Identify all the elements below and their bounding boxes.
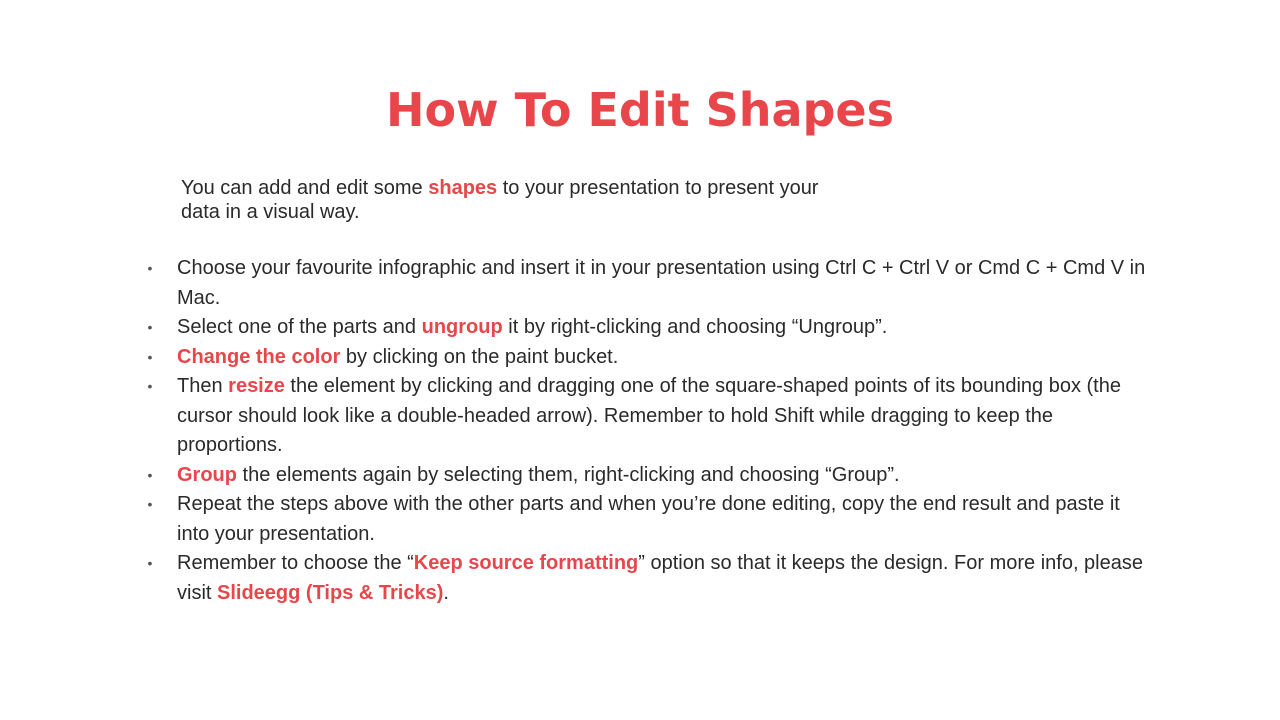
list-item <box>140 461 1150 491</box>
instruction-list <box>140 254 1150 608</box>
intro-paragraph <box>181 176 841 224</box>
item-highlight: Group <box>177 463 237 486</box>
item-text: by clicking on the paint bucket. <box>340 345 619 368</box>
list-item <box>140 313 1150 343</box>
intro-segment: to your presentation to present your data in a visual way. <box>181 177 819 223</box>
list-item <box>140 549 1150 608</box>
item-text: Select one of the parts and <box>177 316 422 338</box>
list-item <box>140 490 1150 549</box>
list-item <box>140 372 1150 461</box>
item-text: Then <box>177 375 229 397</box>
bullet-dot-icon: • <box>147 496 153 512</box>
item-text: ” option so that it keeps the design. For more info, please visit <box>177 552 1143 604</box>
item-text: it by right-clicking and choosing “Ungroup”. <box>502 316 888 338</box>
item-text: the elements again by selecting them, right-clicking and choosing “Group”. <box>237 463 900 486</box>
bullet-dot-icon: • <box>147 260 153 276</box>
item-text: Repeat the steps above with the other parts and when you’re done editing, copy the end result and paste it into your presentation. <box>177 493 1120 545</box>
slide-title: How To Edit Shapes <box>385 83 895 137</box>
item-text: the element by clicking and dragging one of the square-shaped points of its bounding box (the cursor should look like a double-headed arrow). Remember to hold Shift while dragging to keep the proportions. <box>177 375 1121 456</box>
intro-highlight-shapes: shapes <box>428 177 498 199</box>
list-item <box>140 343 1150 373</box>
intro-segment: You can add and edit some <box>181 177 429 199</box>
item-text: Choose your favourite infographic and insert it in your presentation using Ctrl C + Ctrl V or Cmd C + Cmd V in Mac. <box>177 257 1146 309</box>
item-highlight: Change the color <box>177 345 341 368</box>
item-highlight: ungroup <box>421 316 503 338</box>
bullet-dot-icon: • <box>147 466 153 483</box>
item-highlight: resize <box>228 375 285 397</box>
slideegg-tips-link[interactable]: Slideegg (Tips & Tricks) <box>217 581 444 604</box>
list-item <box>140 254 1150 313</box>
bullet-dot-icon: • <box>147 348 153 365</box>
bullet-dot-icon: • <box>147 555 153 571</box>
item-text: . <box>443 581 449 604</box>
item-highlight: Keep source formatting <box>413 552 639 574</box>
bullet-dot-icon: • <box>147 378 153 394</box>
bullet-dot-icon: • <box>147 319 153 335</box>
item-text: Remember to choose the “ <box>177 552 414 574</box>
